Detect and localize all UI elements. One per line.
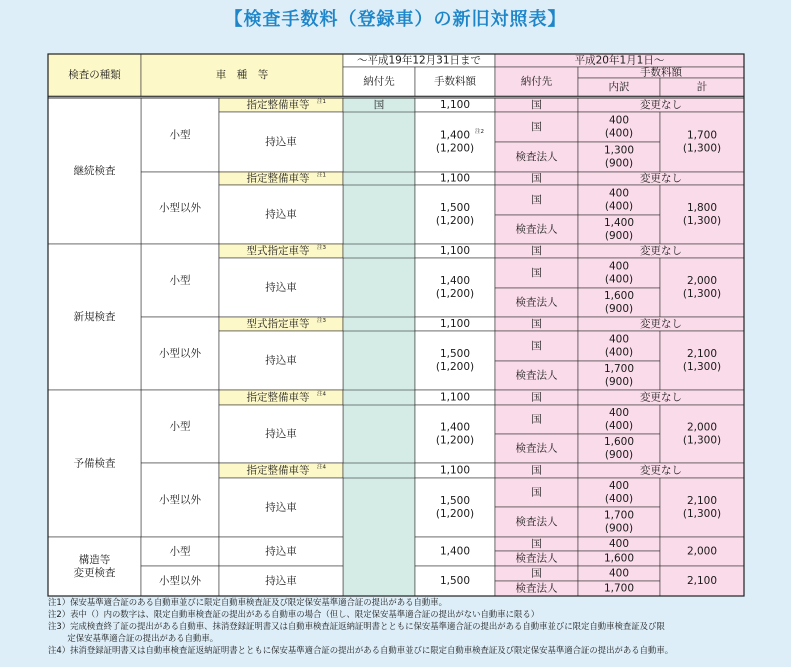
group-1-mochikomi-old-fee-text: (1,200) [435, 215, 475, 227]
group-0-mochikomi-old-fee-text: 1,400 [439, 129, 471, 142]
group-1-designated-label: 指定整備車等 [246, 172, 310, 185]
group-2-size-text: 小型 [169, 274, 191, 287]
struct-small-kuni-text: 国 [531, 538, 542, 550]
category-kozo-text: 変更検査 [73, 567, 116, 579]
footnotes [48, 596, 788, 656]
group-2-designated-label: 型式指定車等 [246, 245, 310, 257]
group-4-mochikomi-kuni-fee-text: 400 [608, 407, 630, 419]
group-5-mochikomi-hojin-fee-text: 1,700 [603, 509, 635, 522]
group-1-designated-new-payee-text: 国 [531, 172, 542, 185]
group-5-designated-label: 指定整備車等 [246, 464, 310, 477]
category-yobi-text: 予備検査 [73, 457, 116, 470]
group-5-designated-old-payee [343, 463, 415, 478]
group-3-mochikomi-kuni-fee-text: 400 [608, 333, 630, 346]
group-1-size-text: 小型以外 [159, 202, 201, 214]
group-0-mochikomi-hojin-fee-text: (900) [604, 157, 634, 170]
header-vehicle-type-text: 車 種 等 [215, 69, 269, 81]
group-3-mochikomi-total-text: (1,300) [682, 361, 722, 373]
group-3-designated-old-payee [343, 317, 415, 331]
struct-small-old-fee-text: 1,400 [439, 545, 471, 558]
group-5-mochikomi-total-text: 2,100 [686, 495, 718, 507]
struct-large-size-text: 小型以外 [159, 575, 201, 587]
group-2-mochikomi-kuni-text: 国 [531, 267, 542, 279]
group-5-mochikomi-old-fee-text: 1,500 [439, 495, 471, 507]
group-0-mochikomi-total-text: 1,700 [686, 129, 718, 142]
group-4-designated-note: 注4 [317, 391, 326, 398]
group-0-designated-label: 指定整備車等 [246, 99, 310, 111]
group-0-mochikomi-hojin-fee-text: 1,300 [603, 144, 635, 157]
group-1-mochikomi-kuni-fee-text: 400 [608, 187, 630, 200]
group-2-designated-old-fee-text: 1,100 [439, 245, 471, 257]
struct-large-total-text: 2,100 [686, 575, 718, 587]
header-old-period-text: ～平成19年12月31日まで [356, 54, 482, 67]
group-4-mochikomi-hojin-fee-text: (900) [604, 449, 634, 461]
group-4-mochikomi-hojin-fee-text: 1,600 [603, 436, 635, 448]
category-keizoku-text: 継続検査 [73, 165, 116, 177]
group-3-designated-no-change-text: 変更なし [640, 318, 682, 330]
group-2-designated-no-change-text: 変更なし [640, 245, 682, 257]
struct-small-size-text: 小型 [169, 545, 191, 558]
category-kozo-text: 構造等 [78, 554, 111, 566]
group-0-note2: 注2 [475, 129, 484, 135]
group-5-designated-old-fee-text: 1,100 [439, 464, 471, 477]
header-breakdown-text: 内訳 [608, 81, 630, 93]
category-shinki-text: 新規検査 [73, 311, 116, 323]
group-1-mochikomi-hojin-fee-text: (900) [604, 230, 634, 242]
group-3-mochikomi-hojin-fee-text: 1,700 [603, 363, 635, 375]
group-5-mochikomi-hojin-fee-text: (900) [604, 522, 634, 535]
group-0-mochikomi-old-fee-text: (1,200) [435, 142, 475, 155]
group-3-mochikomi-total-text: 2,100 [686, 348, 718, 360]
group-1-mochikomi-hojin-text: 検査法人 [515, 223, 558, 236]
group-4-mochikomi-old-fee-text: (1,200) [435, 434, 475, 447]
group-0-mochikomi-text: 持込車 [265, 136, 297, 148]
header-old-fee-text: 手数料額 [434, 75, 476, 88]
group-0-mochikomi-kuni-text: 国 [531, 121, 542, 133]
group-1-designated-old-fee-text: 1,100 [439, 172, 471, 185]
group-3-size-text: 小型以外 [159, 347, 201, 360]
header-old-payee-text: 納付先 [363, 75, 395, 88]
group-5-designated-no-change-text: 変更なし [640, 464, 682, 477]
group-3-designated-label: 型式指定車等 [246, 318, 310, 330]
header-new-fee-text: 手数料額 [640, 66, 682, 79]
group-4-mochikomi-text: 持込車 [265, 428, 297, 440]
group-2-mochikomi-kuni-fee-text: 400 [608, 260, 630, 273]
group-2-designated-new-payee-text: 国 [531, 245, 542, 257]
group-0-designated-note: 注1 [317, 99, 326, 105]
group-4-designated-old-fee-text: 1,100 [439, 391, 471, 404]
group-0-designated-old-fee-text: 1,100 [439, 99, 471, 111]
group-3-mochikomi-kuni-fee-text: (400) [604, 346, 634, 359]
group-3-mochikomi-old-fee-text: 1,500 [439, 348, 471, 360]
header-inspection-type-text: 検査の種類 [68, 69, 121, 81]
group-3-mochikomi-old-fee-text: (1,200) [435, 361, 475, 373]
group-0-designated-old-payee-text: 国 [373, 99, 385, 111]
struct-large-old-fee-text: 1,500 [439, 575, 471, 587]
group-4-size-text: 小型 [169, 420, 191, 433]
struct-large-hojin-text: 検査法人 [515, 582, 558, 595]
group-5-mochikomi-text: 持込車 [265, 501, 297, 514]
group-3-designated-new-payee-text: 国 [531, 318, 542, 330]
header-total-text: 計 [696, 81, 708, 93]
group-4-mochikomi-kuni-fee-text: (400) [604, 420, 634, 432]
group-1-mochikomi-text: 持込車 [265, 208, 297, 221]
group-0-mochikomi-kuni-fee-text: 400 [608, 114, 630, 127]
group-4-mochikomi-kuni-text: 国 [531, 413, 542, 426]
group-0-mochikomi-total-text: (1,300) [682, 142, 722, 155]
group-0-designated-new-payee-text: 国 [531, 99, 542, 111]
group-2-mochikomi-total-text: 2,000 [686, 275, 718, 287]
group-2-mochikomi-hojin-fee-text: (900) [604, 303, 634, 315]
group-1-mochikomi-total-text: (1,300) [682, 215, 722, 227]
group-4-mochikomi-hojin-text: 検査法人 [515, 442, 558, 455]
group-5-mochikomi-old-fee-text: (1,200) [435, 508, 475, 520]
group-3-mochikomi-hojin-fee-text: (900) [604, 376, 634, 388]
header-new-payee-text: 納付先 [520, 75, 553, 88]
group-5-mochikomi-kuni-fee-text: 400 [608, 480, 630, 492]
group-4-designated-label: 指定整備車等 [246, 391, 310, 404]
group-4-mochikomi-total-text: 2,000 [686, 421, 718, 434]
group-5-mochikomi-kuni-text: 国 [531, 486, 542, 499]
group-2-mochikomi-old-fee-text: (1,200) [435, 288, 475, 300]
struct-large-hojin-fee-text: 1,700 [603, 582, 635, 595]
struct-large-kuni-fee-text: 400 [608, 567, 630, 580]
group-2-mochikomi-kuni-fee-text: (400) [604, 273, 634, 286]
footnote-4: 注4）抹消登録証明書又は自動車検査証返納証明書とともに保安基準適合証の提出がある自動車並びに限定自動車検査証及び限定保安基準適合証の提出がある自動車。 [48, 645, 674, 655]
group-0-mochikomi-hojin-text: 検査法人 [515, 151, 558, 163]
group-2-mochikomi-hojin-text: 検査法人 [515, 296, 558, 309]
group-4-mochikomi-old-fee-text: 1,400 [439, 421, 471, 434]
group-4-designated-old-payee [343, 390, 415, 405]
group-3-mochikomi-text: 持込車 [265, 354, 297, 367]
group-5-mochikomi-hojin-text: 検査法人 [515, 516, 558, 528]
group-3-designated-note: 注3 [317, 318, 326, 324]
group-2-mochikomi-old-fee-text: 1,400 [439, 275, 471, 287]
group-1-mochikomi-total-text: 1,800 [686, 202, 718, 214]
group-2-mochikomi-text: 持込車 [265, 281, 297, 294]
group-1-mochikomi-old-fee-text: 1,500 [439, 202, 471, 214]
group-4-designated-no-change-text: 変更なし [640, 391, 682, 404]
struct-small-mochikomi-text: 持込車 [265, 545, 297, 558]
struct-small-kuni-fee-text: 400 [608, 538, 630, 550]
footnote-3-cont: 定保安基準適合証の提出がある自動車。 [48, 633, 219, 643]
group-5-designated-note: 注4 [317, 464, 326, 471]
group-3-mochikomi-hojin-text: 検査法人 [515, 369, 558, 382]
footnote-1: 注1）保安基準適合証のある自動車並びに限定自動車検査証及び限定保安基準適合証の提出がある自動車。 [48, 597, 447, 607]
group-1-mochikomi-kuni-fee-text: (400) [604, 200, 634, 213]
group-5-designated-new-payee-text: 国 [531, 464, 542, 477]
group-2-mochikomi-total-text: (1,300) [682, 288, 722, 300]
group-0-designated-no-change-text: 変更なし [640, 99, 682, 111]
group-1-designated-note: 注1 [317, 172, 326, 179]
struct-small-hojin-fee-text: 1,600 [603, 552, 635, 565]
group-1-mochikomi-kuni-text: 国 [531, 194, 542, 206]
group-5-mochikomi-total-text: (1,300) [682, 508, 722, 520]
group-3-mochikomi-kuni-text: 国 [531, 340, 542, 352]
footnote-2: 注2）表中（）内の数字は、限定自動車検査証の提出がある自動車の場合（但し、限定保安基準適合証の提出がない自動車に限る） [48, 609, 540, 619]
struct-large-kuni-text: 国 [531, 567, 542, 580]
footnote-3: 注3）完成検査終了証の提出がある自動車、抹消登録証明書又は自動車検査証返納証明書とともに保安基準適合証の提出がある自動車並びに限定自動車検査証及び限 [48, 621, 665, 631]
group-1-designated-old-payee [343, 172, 415, 185]
group-2-mochikomi-hojin-fee-text: 1,600 [603, 290, 635, 302]
group-5-size-text: 小型以外 [159, 494, 201, 506]
group-4-designated-new-payee-text: 国 [531, 391, 542, 404]
group-3-designated-old-fee-text: 1,100 [439, 318, 471, 330]
group-5-mochikomi-kuni-fee-text: (400) [604, 493, 634, 505]
group-4-mochikomi-total-text: (1,300) [682, 434, 722, 447]
group-0-mochikomi-kuni-fee-text: (400) [604, 127, 634, 140]
struct-small-hojin-text: 検査法人 [515, 552, 558, 565]
group-2-designated-old-payee [343, 244, 415, 258]
group-2-designated-note: 注3 [317, 245, 326, 251]
page-title: 【検査手数料（登録車）の新旧対照表】 [224, 9, 567, 30]
struct-small-total-text: 2,000 [686, 545, 718, 558]
group-0-size-text: 小型 [169, 129, 191, 141]
struct-large-mochikomi-text: 持込車 [265, 575, 297, 587]
group-1-mochikomi-hojin-fee-text: 1,400 [603, 217, 635, 229]
header-new-period-text: 平成20年1月1日～ [574, 54, 665, 67]
group-1-designated-no-change-text: 変更なし [640, 172, 682, 185]
